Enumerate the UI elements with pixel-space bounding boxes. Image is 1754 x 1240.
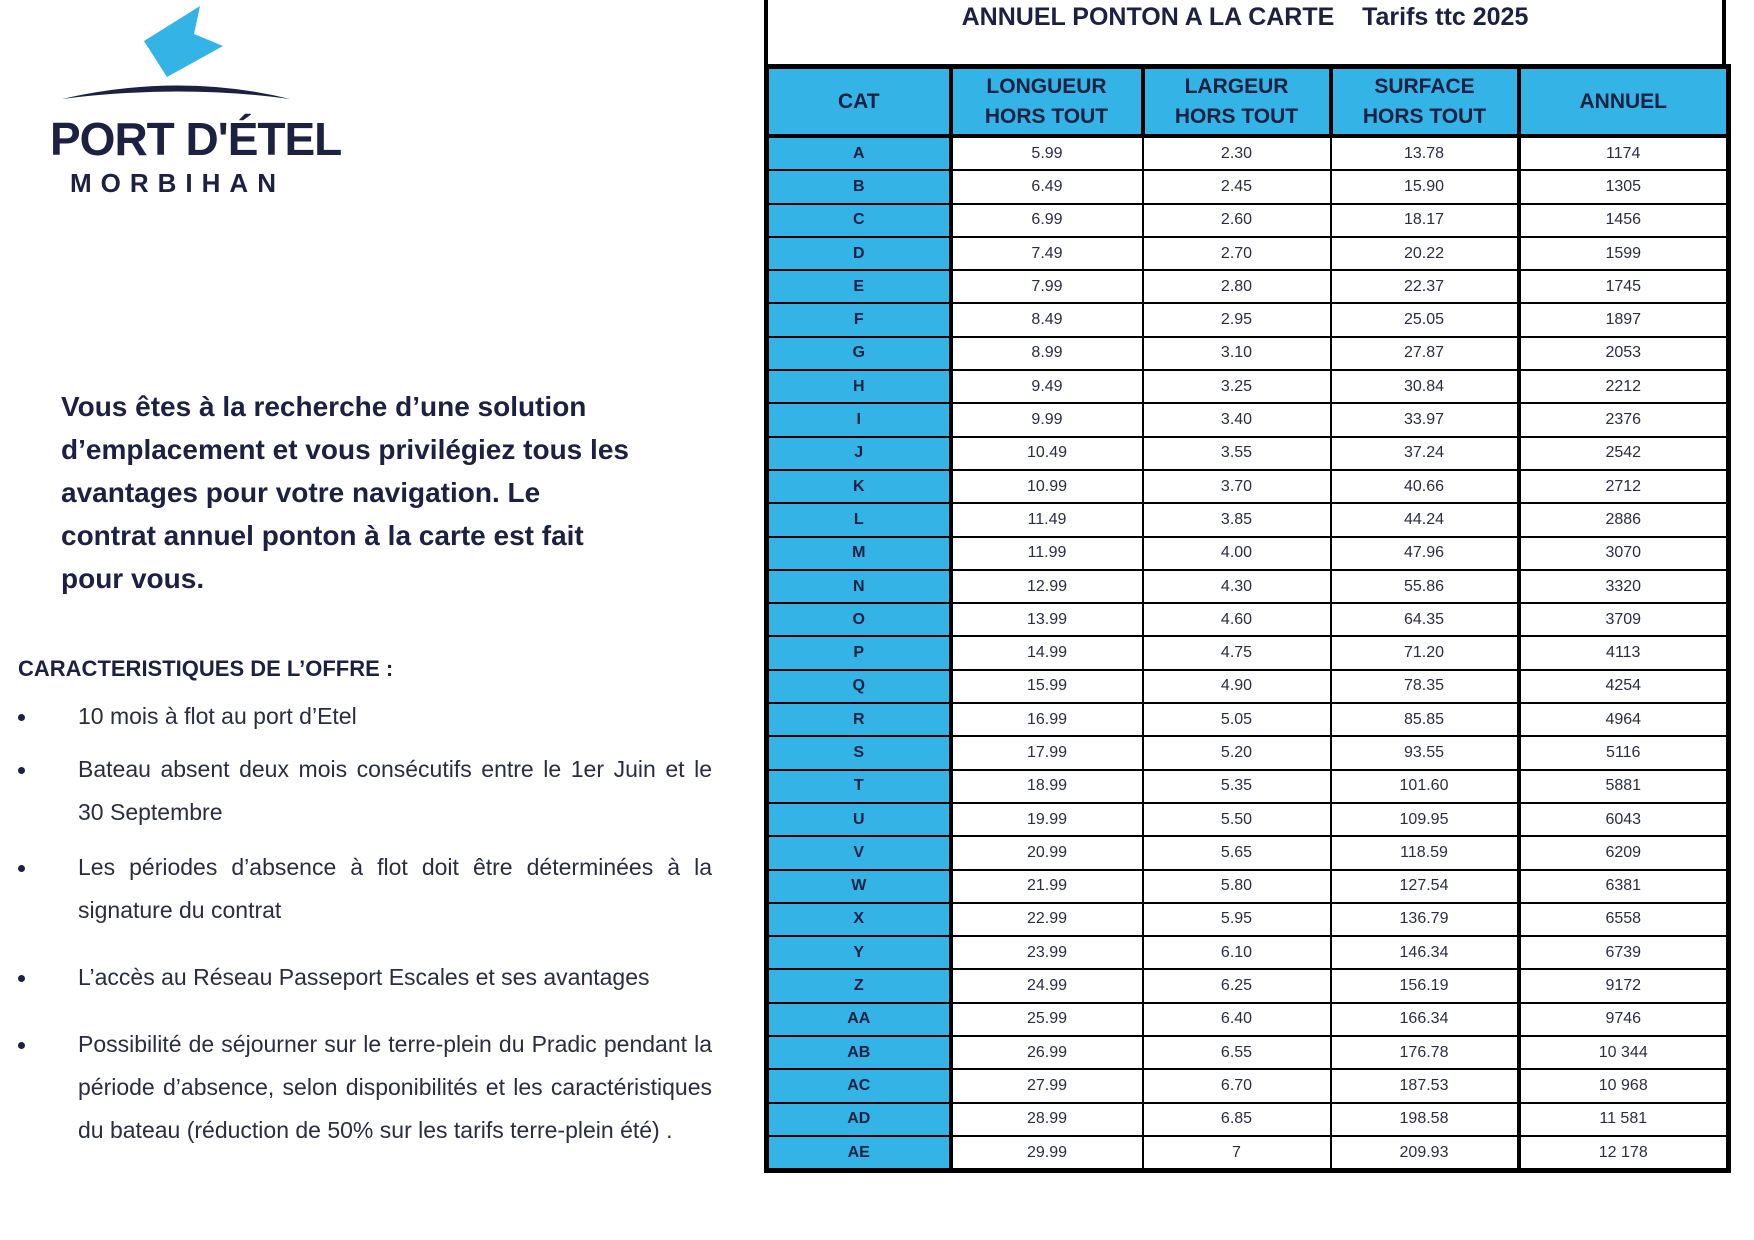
table-title: ANNUEL PONTON A LA CARTE Tarifs ttc 2025 [961,3,1529,31]
surface-cell: 156.19 [1331,969,1519,1002]
surface-cell: 47.96 [1331,537,1519,570]
feature-text: 10 mois à flot au port d’Etel [78,703,357,729]
cat-cell: AE [767,1136,951,1171]
table-header-row [767,67,1729,137]
column-header-longueur [951,67,1143,137]
largeur-cell: 4.60 [1143,603,1331,636]
cat-cell: F [767,303,951,336]
feature-text: L’accès au Réseau Passeport Escales et ses avantages [78,964,650,990]
cat-cell: Z [767,969,951,1002]
longueur-cell: 24.99 [951,969,1143,1002]
table-row [767,1069,1729,1102]
largeur-cell: 3.25 [1143,370,1331,403]
surface-cell: 127.54 [1331,870,1519,903]
tariff-table [764,64,1731,1173]
longueur-cell: 22.99 [951,903,1143,936]
feature-item [0,695,712,738]
longueur-cell: 10.99 [951,470,1143,503]
largeur-cell: 5.35 [1143,770,1331,803]
surface-cell: 44.24 [1331,503,1519,536]
surface-cell: 85.85 [1331,703,1519,736]
table-row [767,370,1729,403]
longueur-cell: 10.49 [951,437,1143,470]
feature-item [0,846,712,932]
bullet-icon [18,975,25,982]
header-text: CAT [837,89,880,113]
longueur-cell: 13.99 [951,603,1143,636]
cat-cell: R [767,703,951,736]
cat-cell: I [767,403,951,436]
annuel-cell: 1456 [1519,204,1729,237]
table-row [767,303,1729,336]
largeur-cell: 3.40 [1143,403,1331,436]
annuel-cell: 2212 [1519,370,1729,403]
annuel-cell: 2886 [1519,503,1729,536]
annuel-cell: 12 178 [1519,1136,1729,1171]
table-row [767,1036,1729,1069]
cat-cell: AB [767,1036,951,1069]
annuel-cell: 2542 [1519,437,1729,470]
annuel-cell: 10 968 [1519,1069,1729,1102]
table-row [767,270,1729,303]
cat-cell: AA [767,1003,951,1036]
largeur-cell: 2.60 [1143,204,1331,237]
largeur-cell: 5.20 [1143,736,1331,769]
longueur-cell: 5.99 [951,136,1143,170]
annuel-cell: 6558 [1519,903,1729,936]
surface-cell: 15.90 [1331,170,1519,203]
largeur-cell: 3.70 [1143,470,1331,503]
longueur-cell: 9.99 [951,403,1143,436]
cat-cell: T [767,770,951,803]
header-text: HORS TOUT [984,104,1109,128]
table-row [767,470,1729,503]
surface-cell: 136.79 [1331,903,1519,936]
cat-cell: H [767,370,951,403]
annuel-cell: 1745 [1519,270,1729,303]
largeur-cell: 5.50 [1143,803,1331,836]
surface-cell: 40.66 [1331,470,1519,503]
cat-cell: G [767,337,951,370]
largeur-cell: 2.30 [1143,136,1331,170]
cat-cell: N [767,570,951,603]
table-row [767,670,1729,703]
surface-cell: 55.86 [1331,570,1519,603]
header-text: HORS TOUT [1174,104,1299,128]
largeur-cell: 2.80 [1143,270,1331,303]
offer-features-list [0,695,712,1164]
sail-flag-icon [40,0,320,120]
table-row [767,537,1729,570]
surface-cell: 20.22 [1331,237,1519,270]
logo-subtitle: MORBIHAN [70,168,285,198]
annuel-cell: 10 344 [1519,1036,1729,1069]
cat-cell: AD [767,1103,951,1136]
feature-text: Les périodes d’absence à flot doit être déterminées à la signature du contrat [78,854,712,923]
table-row [767,936,1729,969]
table-row [767,204,1729,237]
column-header-annuel [1519,67,1729,137]
longueur-cell: 20.99 [951,836,1143,869]
cat-cell: X [767,903,951,936]
header-text: ANNUEL [1579,89,1667,113]
annuel-cell: 2053 [1519,337,1729,370]
table-row [767,770,1729,803]
column-header-surface [1331,67,1519,137]
largeur-cell: 6.40 [1143,1003,1331,1036]
annuel-cell: 1599 [1519,237,1729,270]
table-row [767,969,1729,1002]
cat-cell: AC [767,1069,951,1102]
logo-name: PORT D'ÉTEL [50,113,342,165]
cat-cell: C [767,204,951,237]
surface-cell: 93.55 [1331,736,1519,769]
largeur-cell: 2.70 [1143,237,1331,270]
bullet-icon [18,865,25,872]
surface-cell: 187.53 [1331,1069,1519,1102]
table-row [767,836,1729,869]
surface-cell: 30.84 [1331,370,1519,403]
annuel-cell: 4254 [1519,670,1729,703]
table-row [767,170,1729,203]
bullet-icon [18,767,25,774]
largeur-cell: 6.10 [1143,936,1331,969]
intro-paragraph: Vous êtes à la recherche d’une solution d’emplacement et vous privilégiez tous les avantages pour votre navigation. Le contrat annuel ponton à la carte est fait pour vous. [61,391,629,594]
table-row [767,1136,1729,1171]
table-row [767,736,1729,769]
surface-cell: 146.34 [1331,936,1519,969]
port-etel-logo [40,0,342,200]
largeur-cell: 6.25 [1143,969,1331,1002]
largeur-cell: 6.55 [1143,1036,1331,1069]
annuel-cell: 3070 [1519,537,1729,570]
horizon-arc [62,86,290,100]
surface-cell: 101.60 [1331,770,1519,803]
offer-section-title: CARACTERISTIQUES DE L’OFFRE : [18,656,394,681]
cat-cell: L [767,503,951,536]
largeur-cell: 2.95 [1143,303,1331,336]
cat-cell: A [767,136,951,170]
surface-cell: 166.34 [1331,1003,1519,1036]
table-row [767,503,1729,536]
annuel-cell: 4113 [1519,636,1729,669]
largeur-cell: 2.45 [1143,170,1331,203]
table-row [767,136,1729,170]
table-row [767,437,1729,470]
largeur-cell: 4.30 [1143,570,1331,603]
feature-item [0,1023,712,1152]
largeur-cell: 3.85 [1143,503,1331,536]
annuel-cell: 9746 [1519,1003,1729,1036]
flag-shape [144,6,223,77]
annuel-cell: 9172 [1519,969,1729,1002]
largeur-cell: 5.95 [1143,903,1331,936]
longueur-cell: 11.49 [951,503,1143,536]
surface-cell: 18.17 [1331,204,1519,237]
largeur-cell: 3.10 [1143,337,1331,370]
bullet-icon [18,714,25,721]
longueur-cell: 19.99 [951,803,1143,836]
table-row [767,1103,1729,1136]
cat-cell: M [767,537,951,570]
feature-item [0,748,712,834]
feature-text: Possibilité de séjourner sur le terre-plein du Pradic pendant la période d’absence, selon disponibilités et les caractéristiques du bateau (réduction de 50% sur les tarifs terre-plein été) . [78,1031,712,1143]
annuel-cell: 6043 [1519,803,1729,836]
annuel-cell: 6739 [1519,936,1729,969]
longueur-cell: 7.49 [951,237,1143,270]
cat-cell: W [767,870,951,903]
surface-cell: 13.78 [1331,136,1519,170]
annuel-cell: 2376 [1519,403,1729,436]
table-row [767,903,1729,936]
longueur-cell: 8.99 [951,337,1143,370]
surface-cell: 78.35 [1331,670,1519,703]
surface-cell: 27.87 [1331,337,1519,370]
table-body [767,136,1729,1171]
surface-cell: 22.37 [1331,270,1519,303]
surface-cell: 37.24 [1331,437,1519,470]
longueur-cell: 6.49 [951,170,1143,203]
table-row [767,870,1729,903]
annuel-cell: 1305 [1519,170,1729,203]
longueur-cell: 28.99 [951,1103,1143,1136]
cat-cell: U [767,803,951,836]
largeur-cell: 7 [1143,1136,1331,1171]
header-text: SURFACE [1374,74,1475,98]
annuel-cell: 3320 [1519,570,1729,603]
table-row [767,237,1729,270]
longueur-cell: 23.99 [951,936,1143,969]
longueur-cell: 7.99 [951,270,1143,303]
header-text: LARGEUR [1184,74,1289,98]
longueur-cell: 15.99 [951,670,1143,703]
annuel-cell: 1174 [1519,136,1729,170]
surface-cell: 25.05 [1331,303,1519,336]
longueur-cell: 18.99 [951,770,1143,803]
cat-cell: D [767,237,951,270]
feature-item [0,956,712,999]
annuel-cell: 5116 [1519,736,1729,769]
table-row [767,403,1729,436]
column-header-cat [767,67,951,137]
longueur-cell: 16.99 [951,703,1143,736]
annuel-cell: 6209 [1519,836,1729,869]
annuel-cell: 6381 [1519,870,1729,903]
cat-cell: P [767,636,951,669]
longueur-cell: 29.99 [951,1136,1143,1171]
cat-cell: J [767,437,951,470]
tariff-table-section [764,0,1726,1192]
table-row [767,570,1729,603]
largeur-cell: 6.85 [1143,1103,1331,1136]
table-row [767,337,1729,370]
longueur-cell: 25.99 [951,1003,1143,1036]
surface-cell: 109.95 [1331,803,1519,836]
longueur-cell: 26.99 [951,1036,1143,1069]
surface-cell: 64.35 [1331,603,1519,636]
largeur-cell: 5.65 [1143,836,1331,869]
surface-cell: 33.97 [1331,403,1519,436]
cat-cell: S [767,736,951,769]
surface-cell: 71.20 [1331,636,1519,669]
table-row [767,603,1729,636]
annuel-cell: 5881 [1519,770,1729,803]
cat-cell: V [767,836,951,869]
largeur-cell: 5.05 [1143,703,1331,736]
annuel-cell: 1897 [1519,303,1729,336]
longueur-cell: 6.99 [951,204,1143,237]
cat-cell: E [767,270,951,303]
annuel-cell: 3709 [1519,603,1729,636]
surface-cell: 209.93 [1331,1136,1519,1171]
table-row [767,703,1729,736]
cat-cell: Y [767,936,951,969]
cat-cell: Q [767,670,951,703]
longueur-cell: 14.99 [951,636,1143,669]
longueur-cell: 27.99 [951,1069,1143,1102]
longueur-cell: 17.99 [951,736,1143,769]
surface-cell: 198.58 [1331,1103,1519,1136]
table-row [767,636,1729,669]
longueur-cell: 21.99 [951,870,1143,903]
largeur-cell: 3.55 [1143,437,1331,470]
cat-cell: O [767,603,951,636]
annuel-cell: 11 581 [1519,1103,1729,1136]
surface-cell: 118.59 [1331,836,1519,869]
cat-cell: B [767,170,951,203]
annuel-cell: 2712 [1519,470,1729,503]
table-row [767,803,1729,836]
bullet-icon [18,1042,25,1049]
largeur-cell: 5.80 [1143,870,1331,903]
surface-cell: 176.78 [1331,1036,1519,1069]
column-header-largeur [1143,67,1331,137]
largeur-cell: 4.00 [1143,537,1331,570]
largeur-cell: 6.70 [1143,1069,1331,1102]
header-text: LONGUEUR [986,74,1107,98]
largeur-cell: 4.75 [1143,636,1331,669]
annuel-cell: 4964 [1519,703,1729,736]
header-text: HORS TOUT [1362,104,1487,128]
table-title-box [764,0,1726,64]
longueur-cell: 12.99 [951,570,1143,603]
feature-text: Bateau absent deux mois consécutifs entre le 1er Juin et le 30 Septembre [78,756,712,825]
cat-cell: K [767,470,951,503]
longueur-cell: 9.49 [951,370,1143,403]
largeur-cell: 4.90 [1143,670,1331,703]
longueur-cell: 8.49 [951,303,1143,336]
longueur-cell: 11.99 [951,537,1143,570]
table-row [767,1003,1729,1036]
